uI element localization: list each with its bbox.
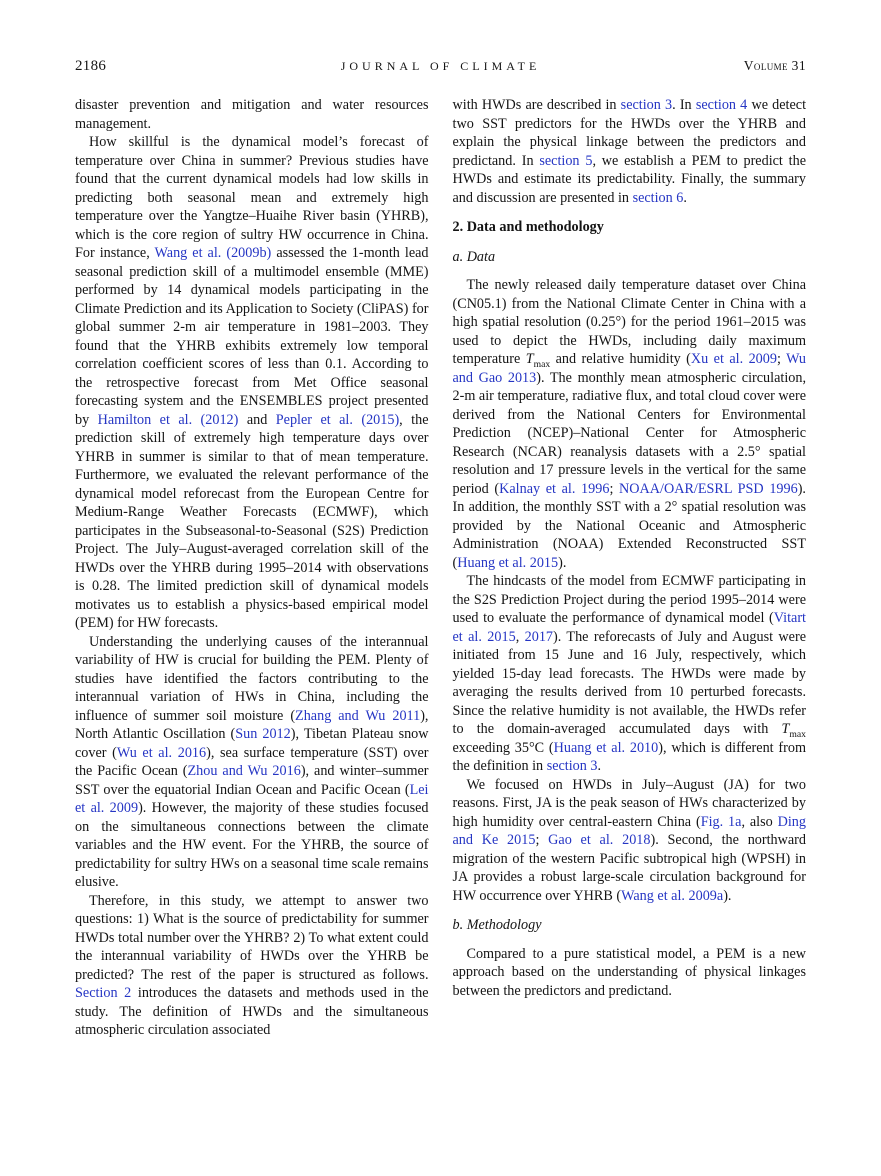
citation-link[interactable]: Wang et al. 2009a: [621, 887, 724, 904]
text-run: How skillful is the dynamical model’s forecast of temperature over China in summer? Previous studies have found that the current dynamical models had low skills in predicting both seasonal mean and extremely high temperature over the Yangtze–Huaihe River basin (YHRB), which is the core region of sultry HW occurrence in China. For instance,: [75, 134, 429, 261]
paragraph: [75, 892, 429, 1040]
citation-link[interactable]: NOAA/OAR/ESRL PSD 1996: [619, 480, 798, 497]
text-run: and relative humidity (: [550, 351, 691, 367]
text-run: , also: [741, 813, 778, 830]
two-column-body: [75, 96, 806, 1040]
subscript-text: max: [533, 358, 551, 370]
text-run: ), North Atlantic Oscillation (: [75, 707, 429, 742]
citation-link[interactable]: Section 2: [75, 985, 132, 1001]
citation-link[interactable]: Wu et al. 2016: [116, 744, 207, 761]
paragraph: [453, 96, 807, 207]
citation-link[interactable]: Wang et al. (2009b): [154, 245, 272, 261]
subscript-text: max: [789, 728, 806, 740]
text-run: ;: [609, 480, 620, 497]
text-run: and: [238, 411, 276, 428]
text-run: ;: [535, 832, 549, 848]
left-column: [75, 96, 429, 1040]
text-run: The hindcasts of the model from ECMWF participating in the S2S Prediction Project during the period 1995–2014 were used to evaluate the performance of dynamical model (: [452, 573, 806, 626]
text-run: Compared to a pure statistical model, a PEM is a new approach based on the understanding of physical linkages between the predictors and predictand.: [452, 945, 806, 999]
citation-link[interactable]: Xu et al. 2009: [690, 351, 777, 367]
volume-label: Volume 31: [743, 58, 806, 73]
right-column: [453, 96, 807, 1040]
text-run: ,: [515, 628, 525, 645]
text-run: We focused on HWDs in July–August (JA) for two reasons. First, JA is the peak season of HWs characterized by high humidity over central-eastern China (: [452, 776, 806, 830]
citation-link[interactable]: Pepler et al. (2015): [275, 411, 400, 428]
paragraph: [453, 276, 807, 572]
text-run: ). The monthly mean atmospheric circulation, 2-m air temperature, radiative flux, and total cloud cover were derived from the National Centers for Environmental Prediction (NCEP)–National Center for Atmospheric Research (NCAR) reanalysis datasets with a 2.5° spatial resolution and 17 pressure levels in the vertical for the same period (: [452, 369, 807, 497]
text-run: ). In addition, the monthly SST with a 2° spatial resolution was provided by the National Oceanic and Atmospheric Administration (NOAA) Extended Reconstructed SST (: [452, 480, 806, 571]
text-run: . In: [672, 97, 696, 113]
math-variable: T: [781, 721, 790, 737]
page-header: [75, 58, 806, 75]
text-run: Understanding the underlying causes of the interannual variability of HW is crucial for building the PEM. Plenty of studies have identified the factors contributing to the interannual variation of HWs in China, including the influence of summer soil moisture (: [75, 633, 429, 724]
section-heading: 2. Data and methodology: [452, 219, 604, 235]
text-run: disaster prevention and mitigation and water resources management.: [75, 97, 429, 132]
text-run: with HWDs are described in: [452, 97, 621, 113]
text-run: introduces the datasets and methods used in the study. The definition of HWDs and the simultaneous atmospheric circulation associated: [75, 985, 429, 1038]
citation-link[interactable]: Lei et al. 2009: [75, 781, 429, 816]
citation-link[interactable]: section 5: [539, 152, 593, 169]
paragraph: [75, 133, 429, 633]
text-run: .: [683, 189, 687, 206]
citation-link[interactable]: section 3: [620, 97, 673, 113]
citation-link[interactable]: Fig. 1a: [700, 813, 742, 830]
subsection-heading: b. Methodology: [452, 917, 542, 933]
text-run: ), sea surface temperature (SST) over the Pacific Ocean (: [75, 744, 429, 779]
subsection-heading: a. Data: [452, 248, 496, 265]
citation-link[interactable]: Sun 2012: [235, 726, 291, 742]
citation-link[interactable]: 2017: [524, 628, 554, 645]
text-run: ), which is different from the definition in: [452, 739, 806, 774]
text-run: ).: [723, 887, 732, 904]
citation-link[interactable]: Ding and Ke 2015: [452, 813, 806, 848]
math-variable: T: [525, 351, 534, 367]
citation-link[interactable]: Zhou and Wu 2016: [187, 763, 301, 779]
text-run: ). Second, the northward migration of the western Pacific subtropical high (WPSH) in JA provides a robust large-scale circulation background for HW occurrence over YHRB (: [452, 832, 806, 904]
paragraph: [453, 945, 807, 1001]
text-run: The newly released daily temperature dataset over China (CN05.1) from the National Climate Center in China with a high spatial resolution (0.25°) for the period 1961–2015 was used to depict the HWDs, including daily maximum temperature: [452, 277, 806, 367]
citation-link[interactable]: section 4: [695, 97, 748, 113]
citation-link[interactable]: Huang et al. 2010: [553, 739, 659, 756]
citation-link[interactable]: Hamilton et al. (2012): [97, 411, 239, 428]
citation-link[interactable]: Zhang and Wu 2011: [295, 707, 421, 724]
text-run: ), and winter–summer SST over the equatorial Indian Ocean and Pacific Ocean (: [75, 763, 429, 798]
paragraph: [453, 572, 807, 776]
page-number: 2186: [75, 58, 107, 74]
text-run: ;: [776, 351, 787, 367]
citation-link[interactable]: section 6: [632, 189, 684, 206]
paragraph: [75, 633, 429, 892]
paragraph: [75, 96, 429, 133]
text-run: , we establish a PEM to predict the HWDs and estimate its predictability. Finally, the summary and discussion are presented in: [452, 152, 807, 206]
text-run: Therefore, in this study, we attempt to answer two questions: 1) What is the source of predictability for summer HWDs total number over the YHRB? 2) To what extent could the interannual variability of HWDs over the YHRB be predicted? The rest of the paper is structured as follows.: [75, 892, 429, 983]
citation-link[interactable]: Gao et al. 2018: [548, 832, 651, 848]
text-run: ).: [558, 554, 567, 571]
text-run: assessed the 1-month lead seasonal prediction skill of a multimodel ensemble (MME) performed by 14 dynamical models participating in the Climate Prediction and its Application to Society (CliPAS) for global summer 2-m air temperature in 1981–2003. They found that the YHRB exhibits extremely low temporal correlation coefficient scores of less than 0.1. According to the retrospective forecast from Met Office seasonal forecasting system and the ENSEMBLES project presented by: [75, 245, 429, 428]
text-run: exceeding 35°C (: [452, 739, 554, 756]
text-run: ). The reforecasts of July and August were initiated from 15 June and 16 July, respectively, which yielded 15-day lead forecasts. The HWDs were made by averaging the results derived from 10 perturbed forecasts. Since the relative humidity is not available, the HWDs refer to the domain-averaged accumulated days with: [452, 628, 806, 737]
paragraph: [453, 776, 807, 906]
text-run: ), Tibetan Plateau snow cover (: [75, 726, 429, 761]
citation-link[interactable]: section 3: [546, 758, 598, 774]
text-run: we detect two SST predictors for the HWDs over the YHRB and explain the physical linkage between the predictors and predictand. In: [452, 97, 807, 169]
citation-link[interactable]: Kalnay et al. 1996: [499, 480, 610, 497]
journal-title: JOURNAL OF CLIMATE: [340, 59, 541, 73]
citation-link[interactable]: Huang et al. 2015: [457, 554, 559, 571]
text-run: ). However, the majority of these studies focused on the simultaneous connections between the climate variables and the HW event. For the YHRB, the source of predictability for sultry HWs on a seasonal time scale remains elusive.: [75, 800, 429, 890]
citation-link[interactable]: Vitart et al. 2015: [452, 610, 806, 645]
text-run: , the prediction skill of extremely high temperature days over YHRB in summer is similar to that of mean temperature. Furthermore, we evaluated the relevant performance of the dynamical model reforecast from the European Centre for Medium-Range Weather Forecasts (ECMWF), which participates in the Subseasonal-to-Seasonal (S2S) Prediction Project. The July–August-averaged correlation skill of the HWDs over the YHRB during 1995–2014 with observations is 0.28. The limited prediction skill of dynamical models motivates us to establish a physics-based empirical model (PEM) for HW forecasts.: [75, 411, 429, 631]
citation-link[interactable]: Wu and Gao 2013: [452, 351, 806, 386]
text-run: .: [597, 758, 602, 774]
